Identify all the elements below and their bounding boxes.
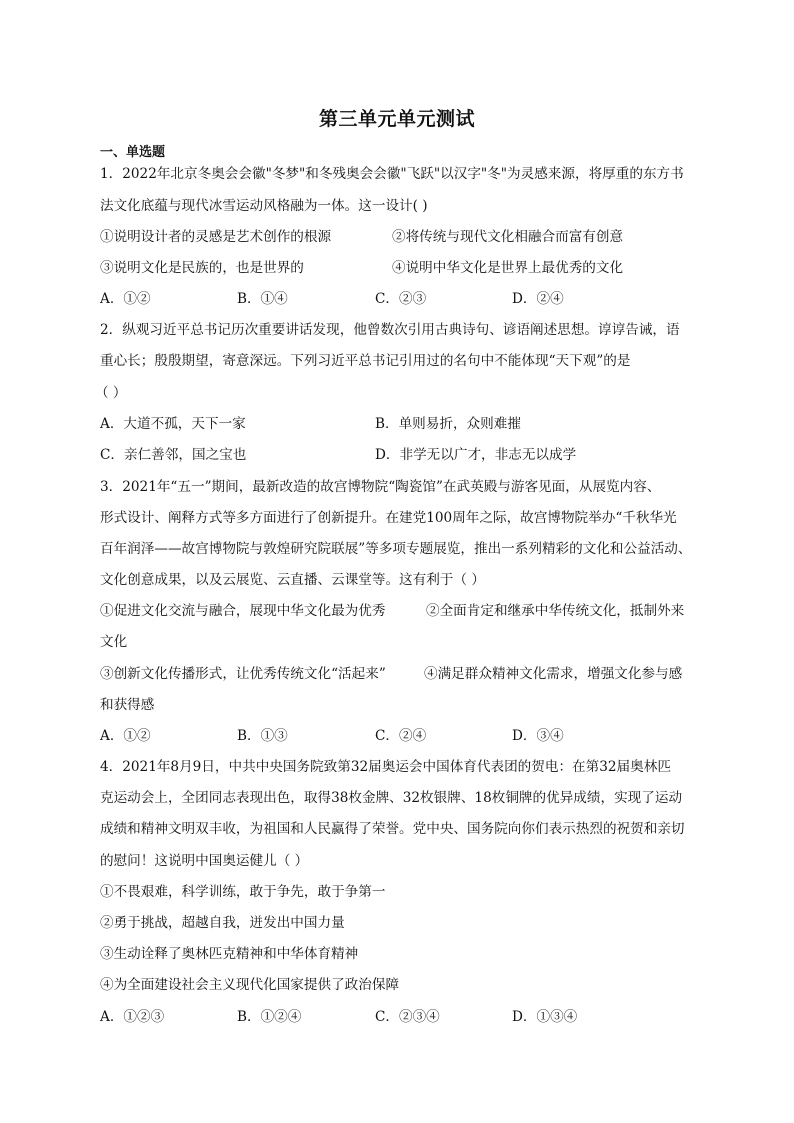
q4-statement-2: ②勇于挑战，超越自我，迸发出中国力量 [100,915,345,931]
q3-statement-2: ②全面肯定和继承中华传统文化，抵制外来 [426,603,685,619]
q1-option-a: A．①② [100,291,151,307]
q1-option-c: C．②③ [375,291,427,307]
q1-statement-4: ④说明中华文化是世界上最优秀的文化 [392,260,624,276]
q3-statement-1: ①促进文化交流与融合，展现中华文化最为优秀 [100,603,386,619]
q2-option-b: B．单则易折，众则难摧 [375,416,521,432]
q2-option-a: A．大道不孤，天下一家 [100,416,246,432]
q3-option-a: A．①② [100,728,151,744]
q1-stem-line-1: 1．2022年北京冬奥会会徽"冬梦"和冬残奥会会徽"飞跃"以汉字"冬"为灵感来源，将厚重的东方书 [100,166,684,182]
q3-stem-line-3: 百年润泽——故宫博物院与敦煌研究院联展”等多项专题展览，推出一系列精彩的文化和公益活动、 [100,541,692,557]
q2-option-d: D．非学无以广才，非志无以成学 [375,447,577,463]
q4-option-c: C．②③④ [375,1009,440,1025]
q4-option-a: A．①②③ [100,1009,165,1025]
q1-stem-line-2: 法文化底蕴与现代冰雪运动风格融为一体。这一设计( ) [100,198,428,214]
q3-stem-line-4: 文化创意成果，以及云展览、云直播、云课堂等。这有利于（ ） [100,572,485,588]
q4-statement-3: ③生动诠释了奥林匹克精神和中华体育精神 [100,946,359,962]
q3-stem-line-2: 形式设计、阐释方式等多方面进行了创新提升。在建党100周年之际，故宫博物院举办“千秋华光 [100,510,677,526]
q1-option-b: B．①④ [237,291,288,307]
q3-option-b: B．①③ [237,728,288,744]
q4-stem-line-1: 4．2021年8月9日，中共中央国务院致第32届奥运会中国体育代表团的贺电：在第32届奥林匹 [100,759,671,775]
q3-statement-4: ④满足群众精神文化需求，增强文化参与感 [424,666,683,682]
q1-statement-1: ①说明设计者的灵感是艺术创作的根源 [100,229,332,245]
q2-option-c: C．亲仁善邻，国之宝也 [100,447,247,463]
q3-statement-4-cont: 和获得感 [100,697,155,713]
q1-option-d: D．②④ [512,291,564,307]
q4-statement-1: ①不畏艰难，科学训练，敢于争先，敢于争第一 [100,884,386,900]
q3-stem-line-1: 3．2021年“五一”期间，最新改造的故宫博物院“陶瓷馆”在武英殿与游客见面，从展览内容、 [100,479,661,495]
q4-stem-line-3: 成绩和精神文明双丰收，为祖国和人民赢得了荣誉。党中央、国务院向你们表示热烈的祝贺和亲切 [100,821,685,837]
q3-statement-3: ③创新文化传播形式，让优秀传统文化“活起来” [100,666,386,682]
section-heading: 一、单选题 [100,145,166,160]
q3-option-d: D．③④ [512,728,564,744]
q2-stem-line-2: 重心长；殷殷期望，寄意深远。下列习近平总书记引用过的名句中不能体现“天下观”的是 [100,353,631,369]
q4-stem-line-2: 克运动会上，全团同志表现出色，取得38枚金牌、32枚银牌、18枚铜牌的优异成绩，实现了运动 [100,790,683,806]
q4-statement-4: ④为全面建设社会主义现代化国家提供了政治保障 [100,977,400,993]
q1-statement-3: ③说明文化是民族的，也是世界的 [100,260,304,276]
q2-stem-line-1: 2．纵观习近平总书记历次重要讲话发现，他曾数次引用古典诗句、谚语阐述思想。谆谆告诫，语 [100,322,680,338]
q4-option-b: B．①②④ [237,1009,302,1025]
page-title: 第三单元单元测试 [318,108,475,130]
q3-option-c: C．②④ [375,728,427,744]
q3-statement-2-cont: 文化 [100,634,128,650]
q4-option-d: D．①③④ [512,1009,578,1025]
q1-statement-2: ②将传统与现代文化相融合而富有创意 [392,229,624,245]
q2-stem-line-3: （ ） [95,385,127,401]
q4-stem-line-4: 的慰问！这说明中国奥运健儿（ ） [100,853,309,869]
